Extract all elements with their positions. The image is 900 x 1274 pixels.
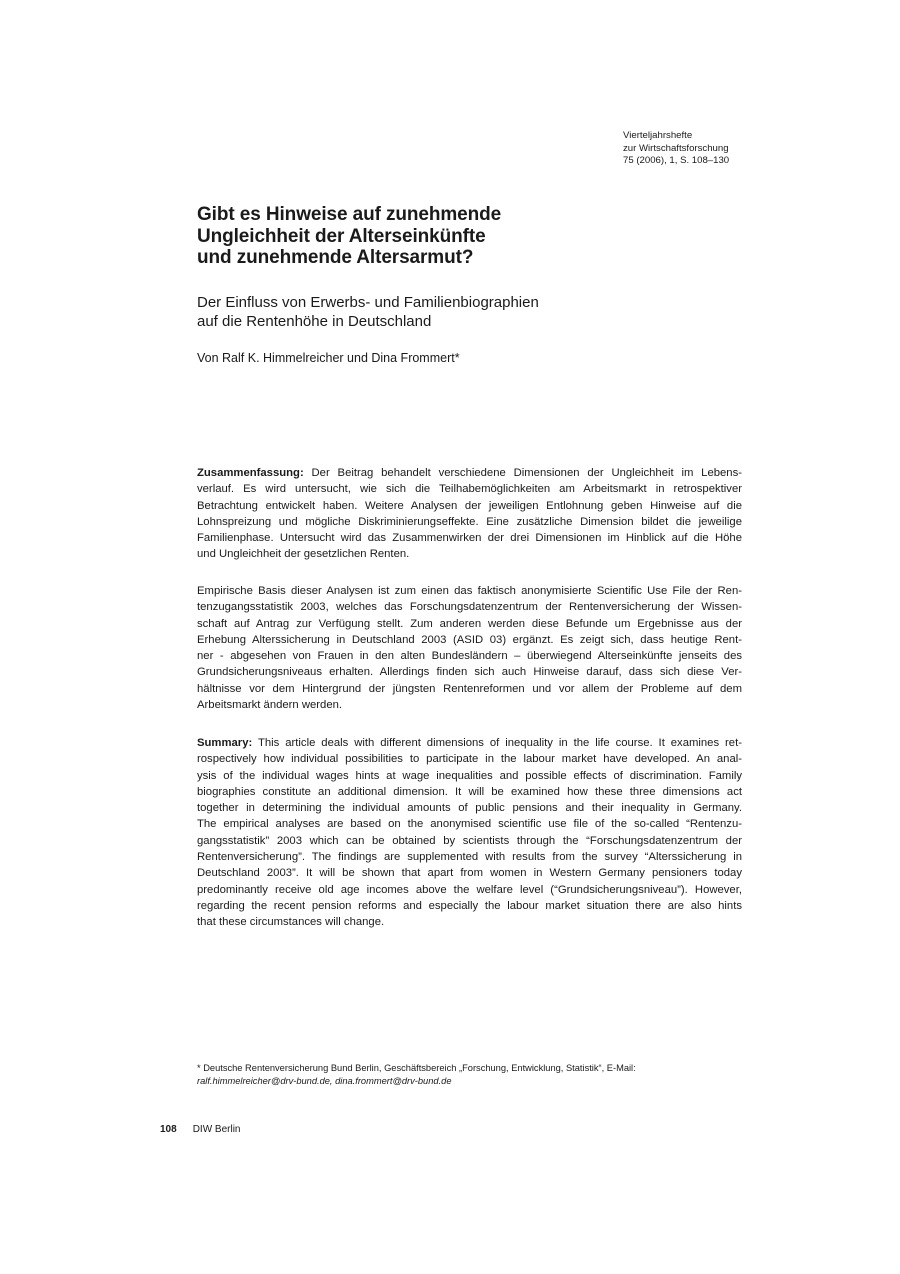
author-line: Von Ralf K. Himmelreicher und Dina Frommert* xyxy=(197,351,460,365)
paragraph-line: predominantly receive old age incomes above the welfare level (“Grundsicherungsniveau”). However, xyxy=(197,883,742,896)
paragraph-line: Zusammenfassung: Der Beitrag behandelt verschiedene Dimensionen der Ungleichheit im Lebens- xyxy=(197,467,742,479)
paragraph-line: ysis of the individual wages hints at wage inequalities and possible effects of discrimination. Family xyxy=(197,769,742,782)
paragraph-line: regarding the recent pension reforms and especially the labour market situation there are also hints xyxy=(197,899,742,912)
article-subtitle xyxy=(197,294,757,331)
paragraph-line: Lohnspreizung und mögliche Diskriminierungseffekte. Eine zusätzliche Dimension bildet die jeweilige xyxy=(197,515,742,528)
abstract-english xyxy=(197,735,742,931)
footnote-emails: ralf.himmelreicher@drv-bund.de, dina.frommert@drv-bund.de xyxy=(197,1075,452,1086)
paragraph-line: hältnisse vor dem Hintergrund der jüngsten Rentenreformen und vor allem der Probleme auf dem xyxy=(197,682,742,695)
abstract-label: Zusammenfassung: xyxy=(197,467,304,479)
summary-label: Summary: xyxy=(197,737,253,749)
paragraph-line: Arbeitsmarkt ändern werden. xyxy=(197,699,343,712)
footnote-affiliation: * Deutsche Rentenversicherung Bund Berlin, Geschäftsbereich „Forschung, Entwicklung, Statistik“, E-Mail: xyxy=(197,1063,636,1073)
paragraph-line: Erhebung Alterssicherung in Deutschland 2003 (ASID 03) ergänzt. Es zeigt sich, dass heutige Rent- xyxy=(197,633,742,646)
paragraph-line: Familienphase. Untersucht wird das Zusammenwirken der drei Dimensionen im Hinblick auf die Höhe xyxy=(197,532,742,545)
abstract-german xyxy=(197,465,742,563)
paragraph-line: Grundsicherungsniveaus erhalten. Allerdings finden sich auch Hinweise darauf, dass sich diese Ver- xyxy=(197,666,742,679)
paragraph-line: und Ungleichheit der gesetzlichen Renten. xyxy=(197,548,410,561)
paragraph-line: Rentenversicherung”. The findings are supplemented with results from the survey “Alterssicherung in xyxy=(197,851,742,864)
paragraph-line: rospectively how individual possibilities to participate in the labour market have developed. An anal- xyxy=(197,753,742,766)
paragraph-line: Deutschland 2003”. It will be shown that apart from women in Western Germany pensioners today xyxy=(197,867,742,880)
paragraph-line: Betrachtung entwickelt haben. Weitere Analysen der jeweiligen Entlohnung geben Hinweise auf die xyxy=(197,499,742,512)
paragraph-line: ner - abgesehen von Frauen in den alten Bundesländern – überwiegend Alterseinkünfte jenseits des xyxy=(197,650,742,663)
page-footer xyxy=(160,1124,240,1135)
journal-subname: zur Wirtschaftsforschung xyxy=(623,142,729,154)
footnote xyxy=(197,1062,742,1087)
paragraph-line: Summary: This article deals with different dimensions of inequality in the life course. It examines ret- xyxy=(197,737,742,749)
paragraph-line: together in determining the individual amounts of public pensions and their inequality in Germany. xyxy=(197,802,742,815)
publisher-name: DIW Berlin xyxy=(192,1124,241,1135)
page-number: 108 xyxy=(160,1124,177,1135)
abstract-german-data xyxy=(197,583,742,713)
journal-reference xyxy=(623,130,823,168)
paragraph-line: that these circumstances will change. xyxy=(197,916,385,929)
paragraph-line: schaft auf Antrag zur Verfügung stellt. Zum anderen werden diese Befunde um Ergebnisse aus der xyxy=(197,617,742,630)
journal-issue: 75 (2006), 1, S. 108–130 xyxy=(623,155,730,166)
journal-name: Vierteljahrshefte xyxy=(623,130,693,141)
paragraph-line: tenzugangsstatistik 2003, welches das Forschungsdatenzentrum der Rentenversicherung der Wissen- xyxy=(197,601,742,614)
paragraph-line: Empirische Basis dieser Analysen ist zum einen das faktisch anonymisierte Scientific Use File der Ren- xyxy=(197,585,742,597)
title-line: Gibt es Hinweise auf zunehmende xyxy=(197,204,502,225)
subtitle-line: Der Einfluss von Erwerbs- und Familienbiographien xyxy=(197,294,539,311)
paragraph-line: gangsstatistik” 2003 which can be obtained by scientists through the “Forschungsdatenzentrum der xyxy=(197,834,742,847)
title-line: Ungleichheit der Alterseinkünfte xyxy=(197,225,486,247)
paragraph-line: verlauf. Es wird untersucht, wie sich die Teilhabemöglichkeiten am Arbeitsmarkt in retrospektiver xyxy=(197,483,742,496)
article-title xyxy=(197,204,757,269)
subtitle-line: auf die Rentenhöhe in Deutschland xyxy=(197,312,432,330)
title-line: und zunehmende Altersarmut? xyxy=(197,247,474,268)
paragraph-line: biographies constitute an additional dimension. It will be examined how these three dimensions act xyxy=(197,785,742,798)
paragraph-line: The empirical analyses are based on the anonymised scientific use file of the so-called “Rentenzu- xyxy=(197,818,742,831)
